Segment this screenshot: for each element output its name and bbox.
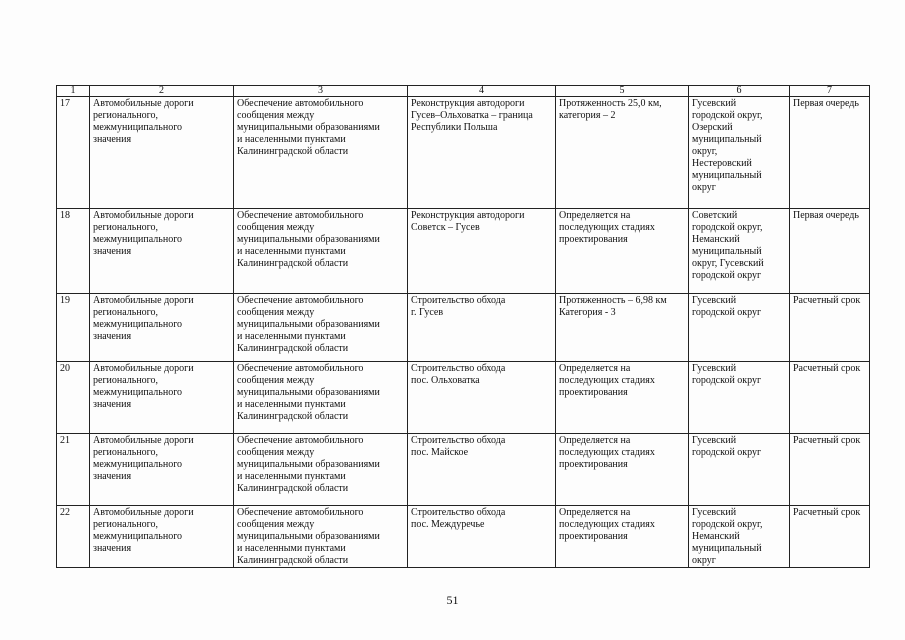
- parameters-text: Определяется на последующих стадиях проектирования: [559, 210, 655, 245]
- page-number: 51: [446, 593, 459, 607]
- term-cell: [790, 434, 870, 506]
- header-col-3: 3: [234, 86, 408, 97]
- location-text: Гусевский городской округ, Неманский муниципальный округ: [692, 507, 763, 566]
- term-text: Расчетный срок: [793, 435, 861, 446]
- row-number-text: 18: [60, 210, 70, 221]
- object-type-cell: [90, 294, 234, 362]
- row-number: [57, 362, 90, 434]
- location-cell: [689, 97, 790, 209]
- object-name-text: Строительство обхода г. Гусев: [411, 295, 506, 318]
- purpose-cell: [234, 97, 408, 209]
- row-number-text: 21: [60, 435, 70, 446]
- purpose-text: Обеспечение автомобильного сообщения между муниципальными образованиями и населенными пунктами Калининградской области: [237, 210, 380, 269]
- purpose-cell: [234, 209, 408, 294]
- object-type-text: Автомобильные дороги регионального, межмуниципального значения: [93, 98, 194, 145]
- location-text: Советский городской округ, Неманский муниципальный округ, Гусевский городской округ: [692, 210, 764, 281]
- row-number: [57, 434, 90, 506]
- object-name-text: Строительство обхода пос. Ольховатка: [411, 363, 506, 386]
- object-type-text: Автомобильные дороги регионального, межмуниципального значения: [93, 295, 194, 342]
- object-name-text: Строительство обхода пос. Майское: [411, 435, 506, 458]
- parameters-text: Определяется на последующих стадиях проектирования: [559, 363, 655, 398]
- location-text: Гусевский городской округ, Озерский муниципальный округ, Нестеровский муниципальный округ: [692, 98, 763, 193]
- purpose-cell: [234, 506, 408, 568]
- parameters-cell: [556, 209, 689, 294]
- header-col-4: 4: [408, 86, 556, 97]
- row-number: [57, 294, 90, 362]
- row-number-text: 20: [60, 363, 70, 374]
- object-name-text: Реконструкция автодороги Гусев–Ольховатка – граница Республики Польша: [411, 98, 533, 133]
- infrastructure-table: [56, 85, 870, 568]
- location-text: Гусевский городской округ: [692, 435, 762, 458]
- purpose-text: Обеспечение автомобильного сообщения между муниципальными образованиями и населенными пунктами Калининградской области: [237, 507, 380, 566]
- header-col-2: 2: [90, 86, 234, 97]
- parameters-cell: [556, 362, 689, 434]
- term-cell: [790, 362, 870, 434]
- object-name-cell: [408, 506, 556, 568]
- object-type-cell: [90, 209, 234, 294]
- row-number: [57, 209, 90, 294]
- parameters-cell: [556, 506, 689, 568]
- header-row: [57, 86, 870, 97]
- object-type-text: Автомобильные дороги регионального, межмуниципального значения: [93, 363, 194, 410]
- object-type-text: Автомобильные дороги регионального, межмуниципального значения: [93, 210, 194, 257]
- term-text: Первая очередь: [793, 210, 859, 221]
- row-number-text: 22: [60, 507, 70, 518]
- row-number-text: 19: [60, 295, 70, 306]
- row-number: [57, 97, 90, 209]
- location-cell: [689, 362, 790, 434]
- term-text: Расчетный срок: [793, 295, 861, 306]
- purpose-cell: [234, 434, 408, 506]
- header-col-6: 6: [689, 86, 790, 97]
- term-cell: [790, 294, 870, 362]
- purpose-cell: [234, 362, 408, 434]
- location-cell: [689, 506, 790, 568]
- parameters-cell: [556, 434, 689, 506]
- object-name-cell: [408, 434, 556, 506]
- location-cell: [689, 434, 790, 506]
- table-row: [57, 294, 870, 362]
- table-row: [57, 506, 870, 568]
- location-cell: [689, 209, 790, 294]
- table-row: [57, 97, 870, 209]
- object-type-text: Автомобильные дороги регионального, межмуниципального значения: [93, 507, 194, 554]
- object-name-text: Реконструкция автодороги Советск – Гусев: [411, 210, 525, 233]
- object-name-cell: [408, 362, 556, 434]
- object-type-cell: [90, 97, 234, 209]
- parameters-text: Протяженность – 6,98 км Категория - 3: [559, 295, 667, 318]
- term-cell: [790, 506, 870, 568]
- header-col-7: 7: [790, 86, 870, 97]
- term-text: Расчетный срок: [793, 507, 861, 518]
- object-type-cell: [90, 506, 234, 568]
- term-text: Расчетный срок: [793, 363, 861, 374]
- parameters-text: Протяженность 25,0 км, категория – 2: [559, 98, 662, 121]
- object-name-cell: [408, 97, 556, 209]
- table-row: [57, 362, 870, 434]
- term-cell: [790, 209, 870, 294]
- location-cell: [689, 294, 790, 362]
- purpose-text: Обеспечение автомобильного сообщения между муниципальными образованиями и населенными пунктами Калининградской области: [237, 363, 380, 422]
- parameters-text: Определяется на последующих стадиях проектирования: [559, 507, 655, 542]
- object-name-cell: [408, 209, 556, 294]
- parameters-cell: [556, 97, 689, 209]
- purpose-text: Обеспечение автомобильного сообщения между муниципальными образованиями и населенными пунктами Калининградской области: [237, 295, 380, 354]
- purpose-text: Обеспечение автомобильного сообщения между муниципальными образованиями и населенными пунктами Калининградской области: [237, 435, 380, 494]
- header-col-1: 1: [57, 86, 90, 97]
- term-text: Первая очередь: [793, 98, 859, 109]
- header-col-5: 5: [556, 86, 689, 97]
- parameters-text: Определяется на последующих стадиях проектирования: [559, 435, 655, 470]
- table-row: [57, 209, 870, 294]
- location-text: Гусевский городской округ: [692, 295, 762, 318]
- table-row: [57, 434, 870, 506]
- row-number-text: 17: [60, 98, 70, 109]
- object-type-cell: [90, 434, 234, 506]
- object-type-text: Автомобильные дороги регионального, межмуниципального значения: [93, 435, 194, 482]
- location-text: Гусевский городской округ: [692, 363, 762, 386]
- parameters-cell: [556, 294, 689, 362]
- object-name-text: Строительство обхода пос. Междуречье: [411, 507, 506, 530]
- row-number: [57, 506, 90, 568]
- purpose-text: Обеспечение автомобильного сообщения между муниципальными образованиями и населенными пунктами Калининградской области: [237, 98, 380, 157]
- term-cell: [790, 97, 870, 209]
- purpose-cell: [234, 294, 408, 362]
- object-type-cell: [90, 362, 234, 434]
- object-name-cell: [408, 294, 556, 362]
